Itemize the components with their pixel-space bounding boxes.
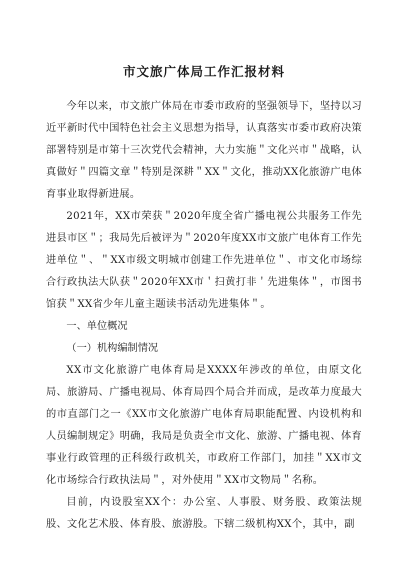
intro-paragraph: 今年以来，市文旅广体局在市委市政府的坚强领导下，坚持以习近平新时代中国特色社会主义思想为指导，认真落实市委市政府决策部署特别是市第十三次党代会精神，大力实施＂文化兴市＂战略，认真做好＂四篇文章＂特别是深耕＂XX＂文化，推动XX化旅游广电体育事业取得新进展。 (46, 101, 362, 200)
document-title: 市文旅广体局工作汇报材料 (122, 64, 285, 79)
departments-paragraph: 目前，内设股室XX个：办公室、人事股、财务股、政策法规股、文化艺术股、体育股、旅游股。下辖二级机构XX个，其中，副 (46, 497, 362, 530)
subsection-heading-organization: （一）机构编制情况 (66, 343, 159, 354)
honors-paragraph: 2021年，XX市荣获＂2020年度全省广播电视公共服务工作先进县市区＂；我局先后被评为＂2020年度XX市文旅广电体育工作先进单位＂、＂XX市级文明城市创建工作先进单位＂、市文化市场综合行政执法大队获＂2020年XX市＇扫黄打非＇先进集体＂，市图书馆获＂XX省少年儿童主题读书活动先进集体＂。 (46, 211, 362, 310)
section-heading-unit-overview: 一、单位概况 (66, 321, 128, 332)
organization-paragraph: XX市文化旅游广电体育局是XXXX年涉改的单位，由原文化局、旅游局、广播电视局、体育局四个局合并而成，是改革力度最大的市直部门之一《XX市文化旅游广电体育局职能配置、内设机构和人员编制规定》明确，我局是负责全市文化、旅游、广播电视、体育事业行政管理的正科级行政机关，市政府工作部门，加挂＂XX市文化市场综合行政执法局＂，对外使用＂XX市文物局＂名称。 (46, 365, 362, 486)
